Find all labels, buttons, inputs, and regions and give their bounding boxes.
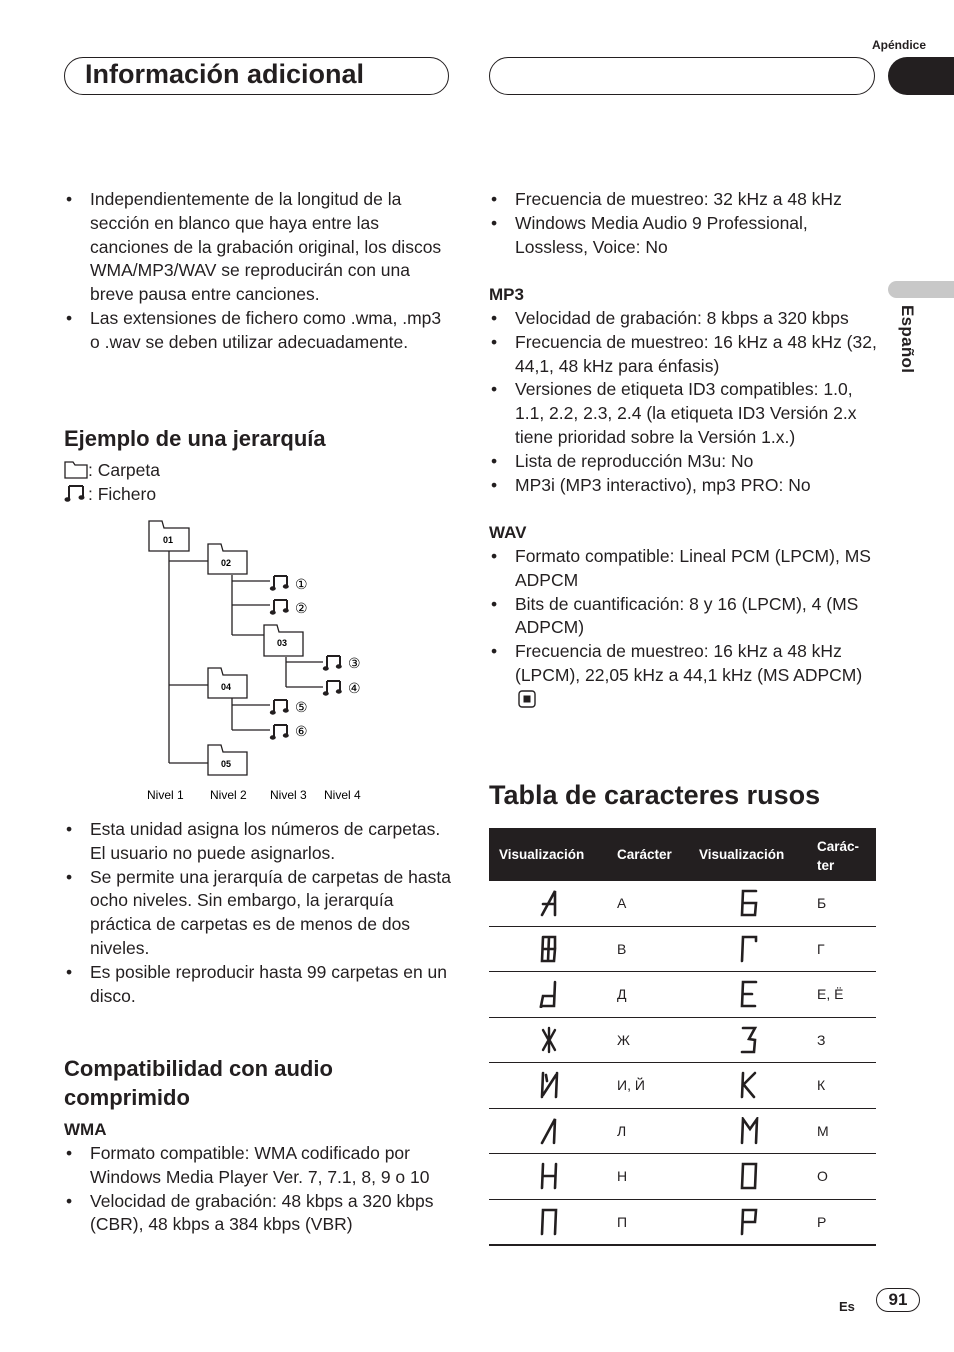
segment-glyph-er — [739, 1208, 759, 1236]
wav-section — [489, 521, 881, 712]
list-item: • Bits de cuantificación: 8 y 16 (LPCM), 4 (MS ADPCM) — [489, 593, 881, 641]
cyrillic-char: Б — [807, 881, 876, 926]
folder-label: 02 — [221, 558, 232, 568]
header-empty-pill — [489, 57, 875, 95]
table-row — [489, 1017, 876, 1063]
list-item: • Velocidad de grabación: 8 kbps a 320 kbps — [489, 307, 881, 331]
folder-03 — [264, 625, 303, 656]
display-glyph — [689, 1154, 807, 1200]
display-glyph — [489, 1063, 607, 1109]
wma-list-cont — [489, 188, 881, 259]
list-item: • Las extensiones de fichero como .wma, .mp3 o .wav se deben utilizar adecuadamente. — [64, 307, 454, 355]
hierarchy-diagram — [140, 515, 380, 810]
display-glyph — [489, 972, 607, 1018]
display-glyph — [489, 1017, 607, 1063]
cyrillic-char: Н — [607, 1154, 689, 1200]
file-number: ③ — [348, 655, 361, 671]
table-row — [489, 972, 876, 1018]
music-note-icon — [323, 681, 342, 696]
cyrillic-char: В — [607, 926, 689, 972]
folder-label: 04 — [221, 682, 232, 692]
list-item: • Es posible reproducir hasta 99 carpetas en un disco. — [64, 961, 454, 1009]
cyrillic-char: Д — [607, 972, 689, 1018]
list-item: • Frecuencia de muestreo: 16 kHz a 48 kHz (32, 44,1, 48 kHz para énfasis) — [489, 331, 881, 379]
display-glyph — [689, 1108, 807, 1154]
display-glyph — [489, 1154, 607, 1200]
file-number: ⑤ — [295, 699, 308, 715]
list-item: • Independientemente de la longitud de la sección en blanco que haya entre las canciones de la grabación original, los discos WMA/MP3/WAV se reproducirán con una breve pausa entre canciones. — [64, 188, 454, 307]
list-item: • MP3i (MP3 interactivo), mp3 PRO: No — [489, 474, 881, 498]
folder-icon — [64, 461, 88, 479]
segment-glyph-ka — [739, 1071, 759, 1099]
list-item: • Esta unidad asigna los números de carpetas. El usuario no puede asignarlos. — [64, 818, 454, 866]
list-item: • Frecuencia de muestreo: 32 kHz a 48 kHz — [489, 188, 881, 212]
folder-legend-text: : Carpeta — [88, 460, 160, 480]
segment-glyph-em — [739, 1117, 761, 1145]
segment-glyph-a — [539, 889, 559, 917]
section-label: Apéndice — [871, 38, 926, 52]
mp3-section — [489, 283, 881, 497]
hierarchy-notes-wrap — [64, 818, 454, 1008]
cyrillic-char: О — [807, 1154, 876, 1200]
file-legend — [64, 483, 454, 507]
table-row — [489, 926, 876, 972]
level-label: Nivel 1 — [147, 788, 184, 802]
column-header: Visualización — [689, 828, 807, 881]
display-glyph — [489, 926, 607, 972]
wma-list-cont-wrap — [489, 188, 881, 259]
cyrillic-char: П — [607, 1199, 689, 1245]
folder-label: 03 — [277, 638, 288, 648]
list-item: • Se permite una jerarquía de carpetas de hasta ocho niveles. Sin embargo, la jerarquía práctica de carpetas es de menos de dos niveles. — [64, 866, 454, 961]
cyrillic-char: А — [607, 881, 689, 926]
segment-glyph-i — [539, 1071, 561, 1099]
table-row — [489, 1063, 876, 1109]
folder-label: 05 — [221, 759, 232, 769]
column-header: Carácter — [607, 828, 689, 881]
folder-04 — [208, 668, 247, 698]
display-glyph — [689, 1199, 807, 1245]
music-note-icon — [64, 483, 88, 503]
cyrillic-char: З — [807, 1017, 876, 1063]
segment-glyph-o — [739, 1162, 759, 1190]
segment-glyph-en — [539, 1162, 559, 1190]
segment-glyph-de — [539, 980, 559, 1008]
cyrillic-char: Р — [807, 1199, 876, 1245]
cyrillic-char: К — [807, 1063, 876, 1109]
file-number: ④ — [348, 680, 361, 696]
table-row — [489, 1108, 876, 1154]
folder-01 — [149, 521, 189, 551]
table-row — [489, 1199, 876, 1245]
folder-05 — [208, 745, 247, 775]
cyrillic-char: Г — [807, 926, 876, 972]
cyrillic-char: Л — [607, 1108, 689, 1154]
segment-glyph-ge — [739, 935, 759, 963]
display-glyph — [489, 1108, 607, 1154]
page-title-pill — [64, 57, 449, 95]
page-title: Información adicional — [85, 59, 365, 89]
level-label: Nivel 2 — [210, 788, 247, 802]
table-header-row — [489, 828, 876, 881]
music-note-icon — [323, 656, 342, 671]
wma-label: WMA — [64, 1120, 107, 1139]
segment-glyph-ze — [739, 1026, 759, 1054]
display-glyph — [689, 926, 807, 972]
cyrillic-char: И, Й — [607, 1063, 689, 1109]
language-tab-label: Español — [898, 305, 917, 374]
level-label: Nivel 4 — [324, 788, 361, 802]
music-note-icon — [270, 700, 289, 715]
list-item: • Formato compatible: Lineal PCM (LPCM), MS ADPCM — [489, 545, 881, 593]
table-row — [489, 881, 876, 926]
russian-table-heading: Tabla de caracteres rusos — [489, 780, 821, 810]
segment-glyph-ve — [539, 935, 559, 963]
folder-label: 01 — [163, 535, 174, 545]
footer-lang-code: Es — [839, 1299, 855, 1314]
compat-section — [64, 1054, 454, 1237]
list-item: • Formato compatible: WMA codificado por Windows Media Player Ver. 7, 7.1, 8, 9 o 10 — [64, 1142, 454, 1190]
segment-glyph-be — [739, 889, 759, 917]
display-glyph — [689, 972, 807, 1018]
display-glyph — [489, 1199, 607, 1245]
level-label: Nivel 3 — [270, 788, 307, 802]
segment-glyph-ye — [739, 980, 759, 1008]
page-number: 91 — [876, 1288, 920, 1312]
cyrillic-char: М — [807, 1108, 876, 1154]
russian-char-table — [489, 828, 876, 1246]
language-tab-marker — [888, 281, 954, 298]
list-item: • Velocidad de grabación: 48 kbps a 320 kbps (CBR), 48 kbps a 384 kbps (VBR) — [64, 1190, 454, 1238]
segment-glyph-zhe — [539, 1026, 559, 1054]
wma-list — [64, 1142, 454, 1237]
file-number: ① — [295, 576, 308, 592]
column-header: Visualización — [489, 828, 607, 881]
music-note-icon — [270, 600, 289, 615]
hierarchy-notes — [64, 818, 454, 1008]
display-glyph — [689, 1063, 807, 1109]
russian-table-section — [489, 780, 881, 811]
file-number: ⑥ — [295, 723, 308, 739]
end-mark-icon — [518, 690, 536, 708]
list-item — [489, 640, 881, 711]
segment-glyph-el — [539, 1117, 559, 1145]
display-glyph — [689, 1017, 807, 1063]
mp3-label: MP3 — [489, 285, 524, 304]
display-glyph — [489, 881, 607, 926]
list-item: • Versiones de etiqueta ID3 compatibles: 1.0, 1.1, 2.2, 2.3, 2.4 (la etiqueta ID3 Versión 2.x tiene prioridad sobre la Versión 1.x.) — [489, 378, 881, 449]
music-note-icon — [270, 576, 289, 591]
intro-list-wrap — [64, 188, 454, 355]
intro-list — [64, 188, 454, 355]
folder-legend — [64, 459, 454, 483]
compat-heading: Compatibilidad con audio comprimido — [64, 1056, 333, 1110]
file-legend-text: : Fichero — [88, 483, 157, 504]
hierarchy-heading: Ejemplo de una jerarquía — [64, 426, 326, 451]
wav-label: WAV — [489, 523, 527, 542]
file-number: ② — [295, 600, 308, 616]
music-note-icon — [270, 725, 289, 740]
cyrillic-char: Ж — [607, 1017, 689, 1063]
display-glyph — [689, 881, 807, 926]
wav-list — [489, 545, 881, 712]
chapter-tab — [888, 57, 954, 95]
list-item: • Lista de reproducción M3u: No — [489, 450, 881, 474]
mp3-list — [489, 307, 881, 497]
list-item: • Windows Media Audio 9 Professional, Lossless, Voice: No — [489, 212, 881, 260]
segment-glyph-pe — [539, 1208, 559, 1236]
table-row — [489, 1154, 876, 1200]
list-item-text: Frecuencia de muestreo: 16 kHz a 48 kHz (LPCM), 22,05 kHz a 44,1 kHz (MS ADPCM) — [515, 641, 863, 685]
cyrillic-char: Е, Ё — [807, 972, 876, 1018]
folder-02 — [208, 544, 247, 574]
hierarchy-section — [64, 424, 454, 506]
column-header: Carác- ter — [807, 828, 876, 881]
